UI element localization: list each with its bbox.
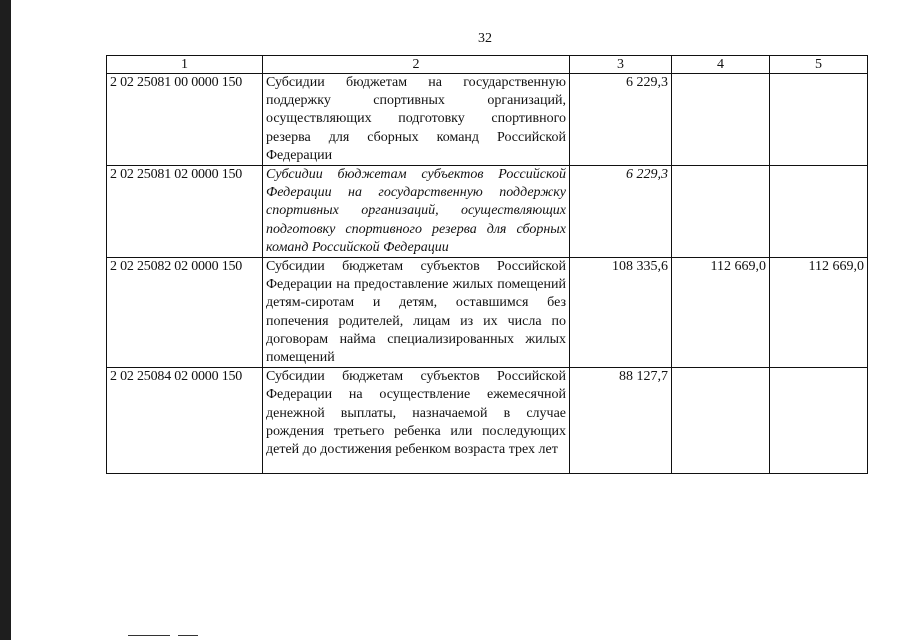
- table-row: [107, 368, 868, 474]
- column-header-3: 3: [570, 56, 672, 74]
- amount-col5-cell: 112 669,0: [770, 258, 868, 368]
- amount-col5-cell: [770, 74, 868, 166]
- amount-col3-cell: 6 229,3: [570, 74, 672, 166]
- amount-col3-cell: 6 229,3: [570, 166, 672, 258]
- budget-code-cell: 2 02 25084 02 0000 150: [107, 368, 263, 474]
- column-header-4: 4: [672, 56, 770, 74]
- scan-edge-bar: [0, 0, 11, 640]
- table-row: [107, 74, 868, 166]
- description-cell: Субсидии бюджетам субъектов Российской Федерации на осуществление ежемесячной денежной выплаты, назначаемой в случае рождения третьего ребенка или последующих детей до достижения ребенком возраста трех лет: [263, 368, 570, 474]
- amount-col4-cell: [672, 74, 770, 166]
- description-cell: Субсидии бюджетам субъектов Российской Федерации на государственную поддержку спортивных организаций, осуществляющих подготовку спортивного резерва для сборных команд Российской Федерации: [263, 166, 570, 258]
- scan-artifact-line: [128, 635, 170, 636]
- amount-col5-cell: [770, 166, 868, 258]
- description-cell: Субсидии бюджетам субъектов Российской Федерации на предоставление жилых помещений детям-сиротам и детям, оставшимся без попечения родителей, лицам из их числа по договорам найма специализированных жилых помещений: [263, 258, 570, 368]
- column-header-5: 5: [770, 56, 868, 74]
- description-cell: Субсидии бюджетам на государственную поддержку спортивных организаций, осуществляющих подготовку спортивного резерва для сборных команд Российской Федерации: [263, 74, 570, 166]
- amount-col3-cell: 108 335,6: [570, 258, 672, 368]
- amount-col4-cell: [672, 166, 770, 258]
- amount-col4-cell: 112 669,0: [672, 258, 770, 368]
- column-header-1: 1: [107, 56, 263, 74]
- budget-code-cell: 2 02 25081 00 0000 150: [107, 74, 263, 166]
- table-row: [107, 166, 868, 258]
- budget-code-cell: 2 02 25082 02 0000 150: [107, 258, 263, 368]
- amount-col3-cell: 88 127,7: [570, 368, 672, 474]
- budget-table: [106, 55, 868, 474]
- amount-col4-cell: [672, 368, 770, 474]
- table-row: [107, 258, 868, 368]
- table-header-row: [107, 56, 868, 74]
- budget-code-cell: 2 02 25081 02 0000 150: [107, 166, 263, 258]
- scan-artifact-line: [178, 635, 198, 636]
- column-header-2: 2: [263, 56, 570, 74]
- page-number: 32: [478, 31, 492, 46]
- amount-col5-cell: [770, 368, 868, 474]
